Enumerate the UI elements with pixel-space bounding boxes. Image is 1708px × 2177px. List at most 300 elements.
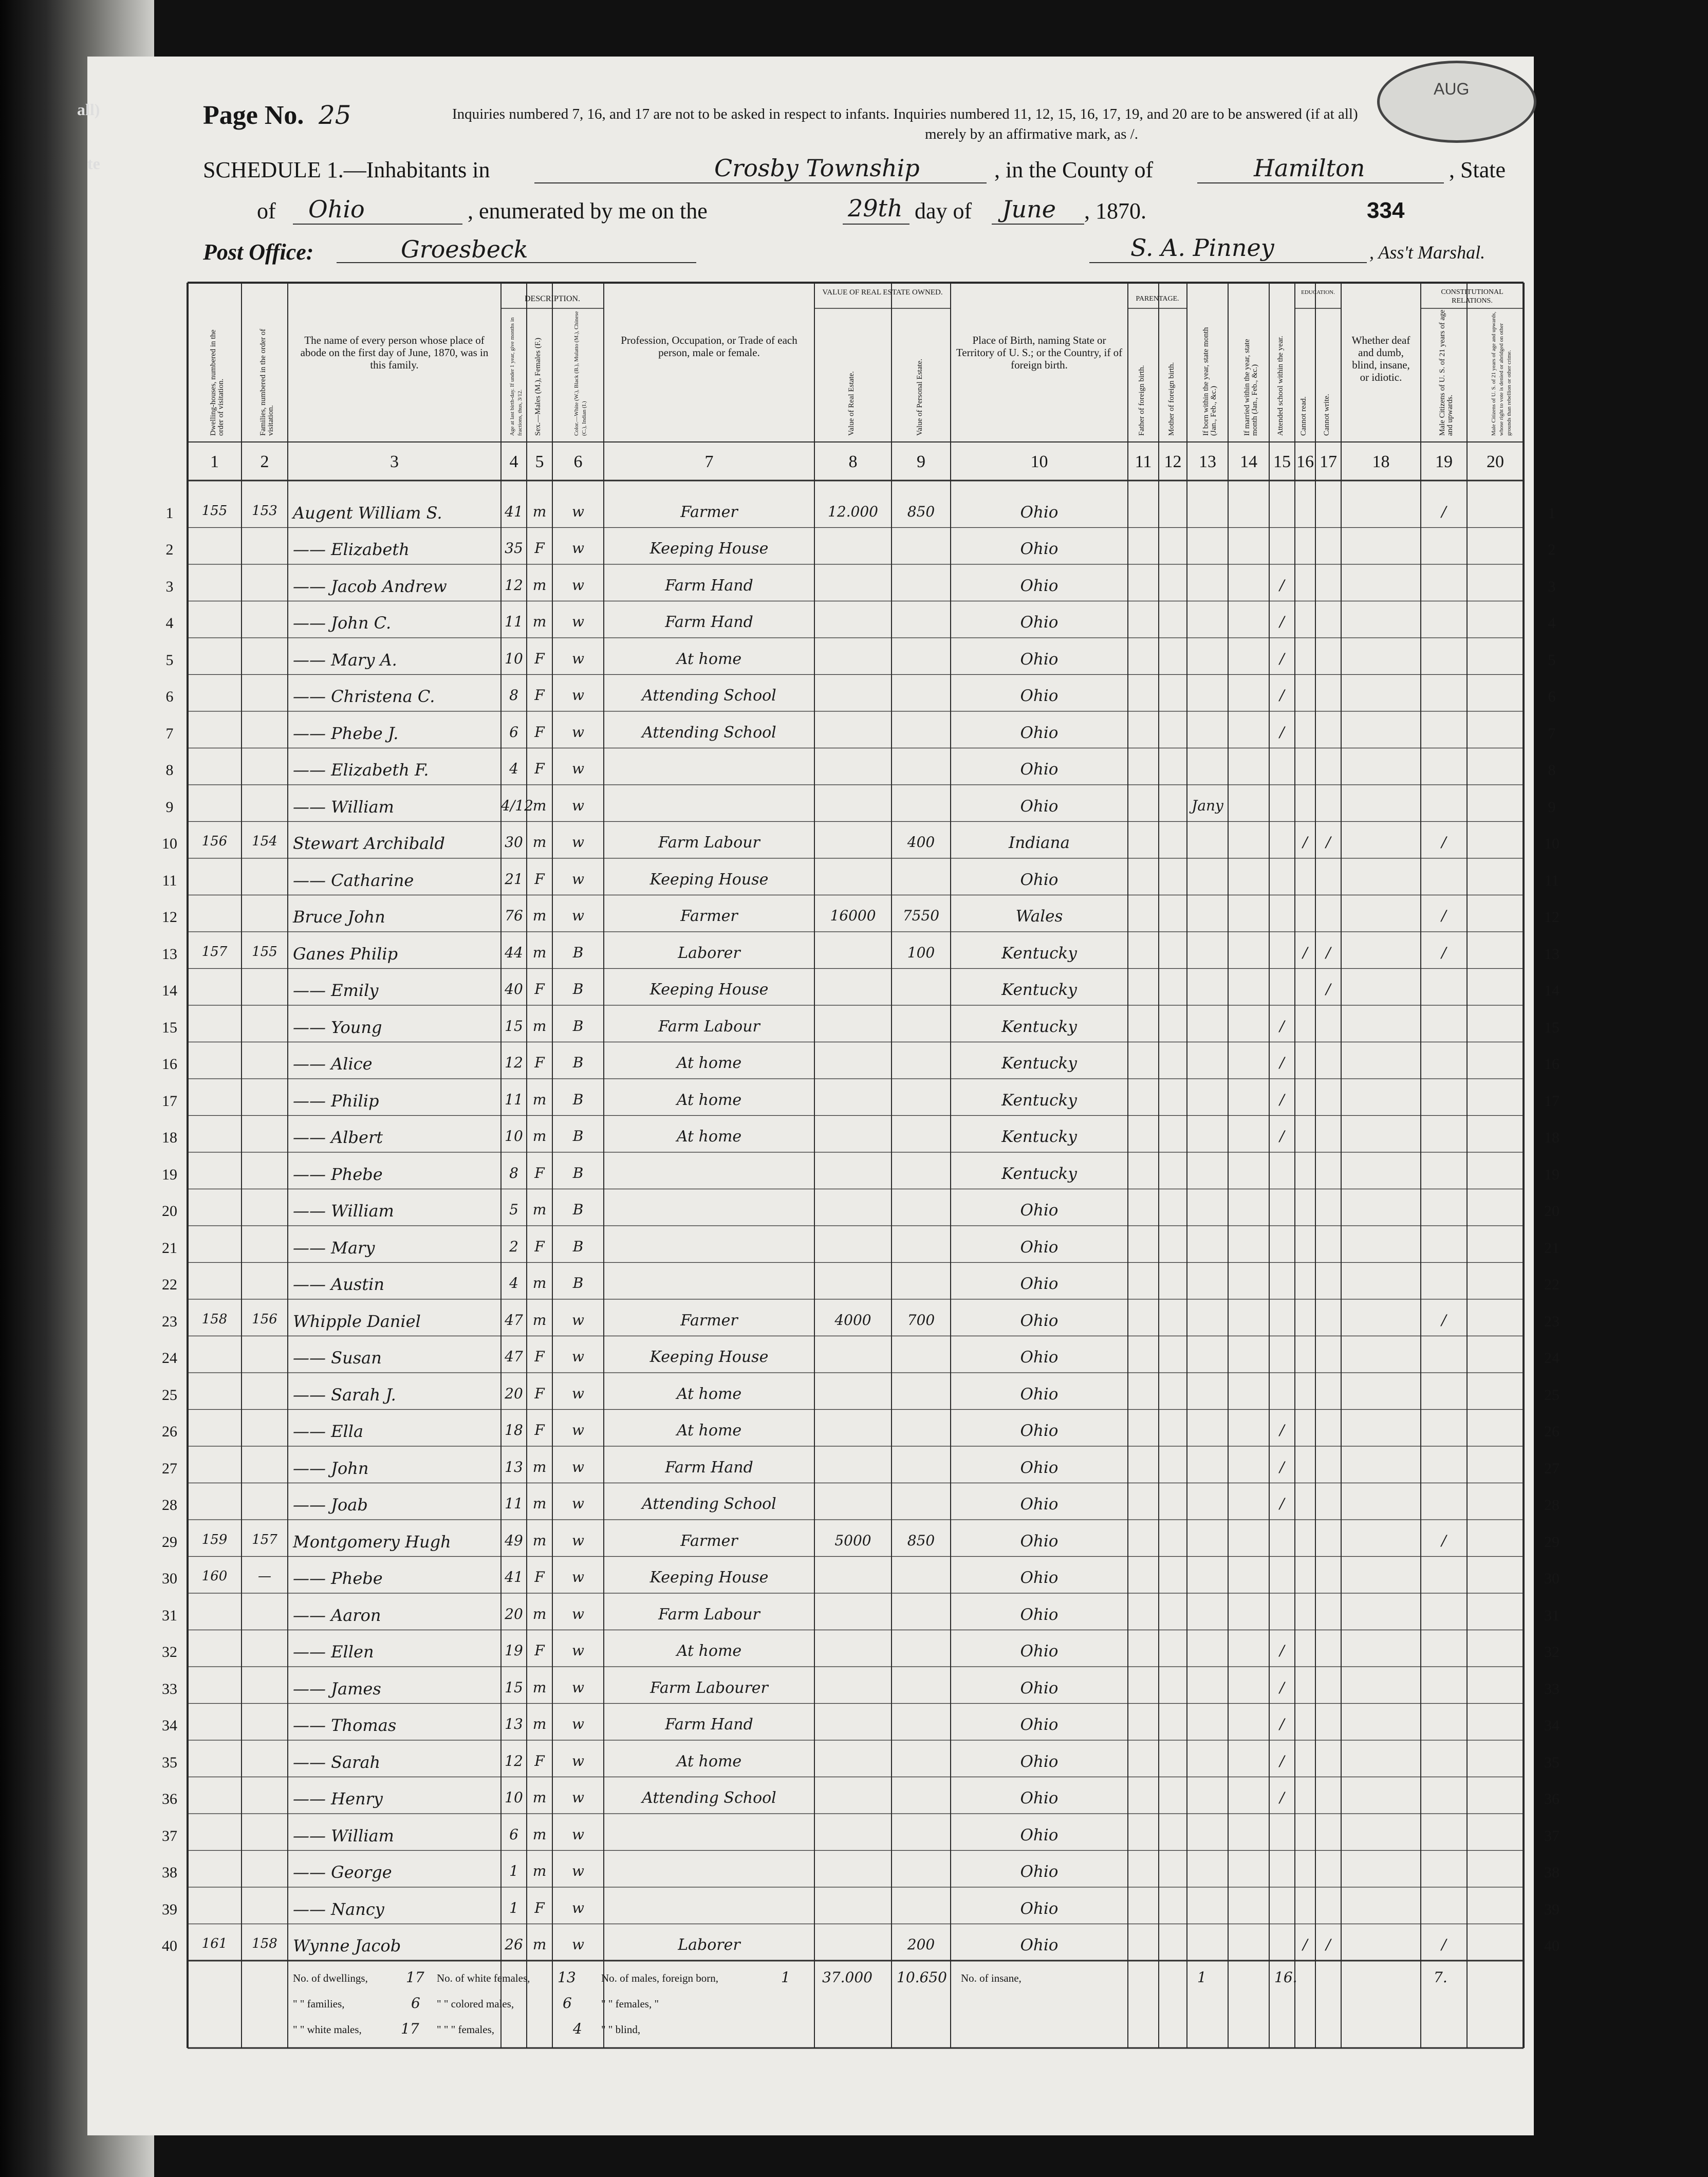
line-number-right: 11 (1544, 872, 1560, 889)
family-number: 156 (252, 1311, 277, 1327)
line-number-right: 39 (1544, 1901, 1560, 1918)
line-number-left: 30 (162, 1570, 177, 1587)
line-number-right: 18 (1544, 1129, 1560, 1146)
male-citizen-21: / (1441, 1532, 1446, 1549)
age: 10 (505, 650, 523, 667)
line-number-left: 22 (162, 1276, 177, 1293)
attended-school: / (1279, 1091, 1285, 1108)
post-office-value: Groesbeck (401, 235, 528, 263)
color: B (572, 1275, 584, 1292)
color: w (572, 834, 584, 851)
line-number-left: 27 (162, 1460, 177, 1477)
group-header-parentage: PARENTAGE. (1136, 295, 1179, 303)
age: 13 (505, 1715, 523, 1732)
age: 35 (505, 540, 523, 557)
line-number-left: 15 (162, 1019, 177, 1036)
attended-school: / (1279, 1458, 1285, 1475)
sex: m (532, 1017, 547, 1035)
attended-school: / (1279, 1789, 1285, 1806)
county-value: Hamilton (1254, 154, 1365, 182)
line-number-left: 3 (165, 578, 174, 595)
cannot-write: / (1326, 1936, 1331, 1953)
line-number-right: 10 (1544, 835, 1560, 852)
line-number-right: 1 (1548, 504, 1556, 522)
footer-white-males-count: 17 (401, 2020, 419, 2037)
sex: F (534, 1164, 545, 1182)
attended-school: / (1279, 1128, 1285, 1145)
color: w (572, 1385, 584, 1402)
line-number-left: 18 (162, 1129, 177, 1146)
birthplace: Ohio (1020, 723, 1059, 742)
color: w (572, 613, 584, 630)
color: w (572, 760, 584, 777)
age: 8 (509, 1164, 518, 1182)
person-name: —— John C. (293, 613, 392, 633)
person-name: —— James (293, 1678, 381, 1699)
birthplace: Ohio (1020, 1642, 1059, 1661)
age: 10 (505, 1789, 523, 1806)
birthplace: Kentucky (1001, 1164, 1077, 1183)
color: w (572, 1311, 584, 1329)
person-name: —— Mary A. (293, 650, 397, 670)
sex: m (532, 1495, 547, 1512)
cannot-read: / (1303, 834, 1308, 851)
sex: F (534, 1238, 545, 1255)
sex: F (534, 650, 545, 667)
line-number-left: 40 (162, 1938, 177, 1954)
year-label: , 1870. (1084, 198, 1146, 224)
sex: m (532, 503, 547, 520)
birthplace: Ohio (1020, 1936, 1059, 1954)
line-number-left: 16 (162, 1056, 177, 1073)
instructions-line-1: Inquiries numbered 7, 16, and 17 are not to be asked in respect to infants. Inquiries numbered 11, 12, 15, 16, 17, 19, and 20 are to be answered (if at all) (452, 106, 1358, 122)
birthplace: Ohio (1020, 687, 1059, 705)
line-number-right: 35 (1544, 1754, 1560, 1771)
sex: m (532, 1311, 547, 1329)
color: w (572, 1936, 584, 1953)
line-number-right: 33 (1544, 1680, 1560, 1698)
line-number-left: 38 (162, 1864, 177, 1881)
footer-colored-males-count: 6 (563, 1995, 572, 2012)
line-number-left: 37 (162, 1827, 177, 1844)
person-name: —— William (293, 797, 394, 817)
personal-estate-value: 400 (907, 834, 935, 851)
marshal-label: , Ass't Marshal. (1369, 242, 1486, 263)
occupation: Laborer (678, 1936, 740, 1954)
post-office-label: Post Office: (203, 239, 314, 265)
sex: F (534, 1752, 545, 1769)
column-number: 4 (509, 452, 518, 471)
occupation: Farm Labourer (650, 1678, 768, 1697)
birthplace: Ohio (1020, 1752, 1059, 1771)
birthplace: Wales (1015, 907, 1063, 926)
color: w (572, 723, 584, 741)
attended-school: / (1279, 1422, 1285, 1438)
age: 18 (505, 1422, 523, 1438)
attended-school: / (1279, 650, 1285, 667)
sex: m (532, 1789, 547, 1806)
occupation: Farm Labour (658, 1605, 760, 1623)
color: B (572, 1091, 584, 1108)
family-number: 157 (252, 1532, 277, 1547)
age: 4 (509, 760, 518, 777)
birthplace: Ohio (1020, 1678, 1059, 1698)
birthplace: Ohio (1020, 797, 1059, 816)
footer-citizens-total: 7. (1434, 1969, 1447, 1986)
footer-families-label: " " families, (293, 1998, 345, 2010)
line-number-left: 7 (165, 725, 174, 742)
occupation: Farm Hand (665, 613, 753, 631)
person-name: —— Henry (293, 1789, 383, 1809)
color: w (572, 540, 584, 557)
occupation: At home (676, 1752, 742, 1770)
attended-school: / (1279, 1642, 1285, 1659)
column-number: 19 (1435, 452, 1453, 471)
color: w (572, 1862, 584, 1879)
line-number-right: 27 (1544, 1460, 1560, 1477)
occupation: Keeping House (649, 540, 769, 558)
age: 6 (509, 723, 518, 741)
birthplace: Ohio (1020, 1899, 1059, 1918)
footer-dwellings-count: 17 (406, 1969, 424, 1986)
line-number-right: 31 (1544, 1607, 1560, 1624)
age: 21 (505, 870, 523, 888)
line-number-right: 34 (1544, 1717, 1560, 1734)
footer-colored-males-label: " " colored males, (437, 1998, 514, 2010)
footer-males-foreign-count: 1 (781, 1969, 790, 1986)
sex: m (532, 797, 547, 814)
birthplace: Ohio (1020, 1238, 1059, 1257)
line-number-right: 25 (1544, 1386, 1560, 1404)
line-number-left: 24 (162, 1350, 177, 1367)
birthplace: Ohio (1020, 1385, 1059, 1404)
column-number: 6 (573, 452, 583, 471)
line-number-right: 37 (1544, 1827, 1560, 1844)
line-number-left: 26 (162, 1423, 177, 1440)
column-header-c6: Color.—White (W.), Black (B.), Mulatto (M.), Chinese (C.), Indian (I.) (573, 311, 587, 436)
footer-white-females-label: No. of white females, (437, 1972, 530, 1984)
line-number-left: 20 (162, 1203, 177, 1220)
column-number: 1 (210, 452, 219, 471)
column-number: 20 (1487, 452, 1504, 471)
column-header-c14: If married within the year, state month (Jan., Feb., &c.) (1243, 339, 1259, 436)
person-name: —— Susan (293, 1348, 382, 1368)
line-number-right: 22 (1544, 1276, 1560, 1293)
age: 11 (505, 1091, 523, 1108)
column-header-c8: Value of Real Estate. (847, 371, 856, 436)
birthplace: Kentucky (1001, 1091, 1077, 1110)
age: 1 (509, 1862, 518, 1879)
age: 49 (505, 1532, 523, 1549)
group-header-value: VALUE OF REAL ESTATE OWNED. (822, 288, 943, 297)
sex: F (534, 687, 545, 704)
birthplace: Ohio (1020, 1422, 1059, 1440)
age: 4/12 (501, 797, 533, 814)
age: 1 (509, 1899, 518, 1916)
page-label: Page No. (203, 101, 304, 130)
line-number-right: 21 (1544, 1239, 1560, 1257)
color: w (572, 687, 584, 704)
age: 2 (509, 1238, 518, 1255)
line-number-left: 25 (162, 1386, 177, 1404)
person-name: —— Christena C. (293, 687, 435, 706)
sex: F (534, 1899, 545, 1916)
person-name: —— Jacob Andrew (293, 576, 447, 596)
group-header-constitutional: CONSTITUTIONAL RELATIONS. (1441, 288, 1503, 305)
dwelling-number: 157 (201, 944, 228, 960)
line-number-right: 9 (1548, 798, 1556, 816)
sex: F (534, 981, 545, 998)
color: w (572, 1348, 584, 1365)
age: 30 (505, 834, 523, 851)
age: 26 (505, 1936, 523, 1953)
person-name: —— Ellen (293, 1642, 374, 1662)
birthplace: Ohio (1020, 1569, 1059, 1587)
person-name: Montgomery Hugh (293, 1532, 451, 1552)
line-number-right: 7 (1548, 725, 1556, 742)
column-number: 8 (848, 452, 858, 471)
real-estate-value: 4000 (834, 1311, 871, 1329)
column-header-c9: Value of Personal Estate. (915, 359, 924, 436)
sex: m (532, 1862, 547, 1879)
line-number-left: 29 (162, 1533, 177, 1551)
person-name: —— Mary (293, 1238, 375, 1258)
age: 44 (505, 944, 523, 961)
age: 15 (505, 1678, 523, 1696)
column-header-c7: Profession, Occupation, or Trade of each person, male or female. (621, 334, 797, 359)
line-number-right: 30 (1544, 1570, 1560, 1587)
line-number-right: 20 (1544, 1203, 1560, 1220)
line-number-right: 16 (1544, 1056, 1560, 1073)
group-header-education: EDUCATION. (1301, 289, 1335, 296)
sex: m (532, 944, 547, 961)
birthplace: Ohio (1020, 760, 1059, 779)
line-number-left: 23 (162, 1313, 177, 1330)
footer-colored-females-label: " " " females, (437, 2023, 495, 2036)
age: 20 (505, 1385, 523, 1402)
person-name: —— Aaron (293, 1605, 381, 1625)
occupation: Farmer (680, 1311, 738, 1330)
color: w (572, 503, 584, 520)
column-header-c16: Cannot read. (1299, 396, 1308, 436)
person-name: —— Ella (293, 1422, 364, 1441)
color: w (572, 907, 584, 924)
line-number-left: 1 (165, 504, 174, 522)
color: w (572, 1569, 584, 1585)
birthplace: Ohio (1020, 870, 1059, 889)
occupation: Farm Labour (658, 1017, 760, 1036)
edge-word-2: te (87, 154, 100, 173)
birthplace: Ohio (1020, 1789, 1059, 1807)
line-number-left: 10 (162, 835, 177, 852)
birthplace: Ohio (1020, 650, 1059, 669)
sex: m (532, 907, 547, 924)
occupation: Farm Hand (665, 1458, 753, 1477)
line-number-left: 21 (162, 1239, 177, 1257)
color: B (572, 1054, 584, 1071)
line-number-right: 3 (1548, 578, 1556, 595)
occupation: At home (676, 1642, 742, 1660)
occupation: Keeping House (649, 981, 769, 999)
cannot-read: / (1303, 944, 1308, 961)
attended-school: / (1279, 1678, 1285, 1696)
sex: m (532, 1091, 547, 1108)
group-header-description: DESCRIPTION. (524, 294, 580, 303)
age: 47 (505, 1311, 523, 1329)
color: B (572, 1201, 584, 1218)
birthplace: Ohio (1020, 1825, 1059, 1844)
male-citizen-21: / (1441, 944, 1446, 961)
enumerated-label: , enumerated by me on the (468, 198, 708, 224)
column-number: 5 (535, 452, 544, 471)
color: w (572, 1422, 584, 1438)
line-number-left: 19 (162, 1166, 177, 1183)
sex: m (532, 1458, 547, 1475)
age: 41 (505, 503, 523, 520)
attended-school: / (1279, 1495, 1285, 1512)
male-citizen-21: / (1441, 907, 1446, 924)
occupation: Keeping House (649, 1569, 769, 1586)
occupation: At home (676, 1422, 742, 1440)
column-header-c11: Father of foreign birth. (1138, 365, 1146, 436)
column-number: 7 (704, 452, 714, 471)
person-name: —— Elizabeth F. (293, 760, 429, 780)
person-name: —— John (293, 1458, 369, 1478)
line-number-right: 5 (1548, 651, 1556, 669)
birthplace: Ohio (1020, 1201, 1059, 1220)
male-citizen-21: / (1441, 834, 1446, 851)
line-number-right: 4 (1548, 615, 1556, 632)
age: 40 (505, 981, 523, 998)
column-header-c20: Male Citizens of U. S. of 21 years of age and upwards, whose right to vote is denied or abridged on other grounds than rebellion or other crime. (1491, 311, 1512, 436)
line-number-right: 28 (1544, 1497, 1560, 1514)
person-name: —— Nancy (293, 1899, 384, 1919)
birthplace: Ohio (1020, 1862, 1059, 1881)
person-name: —— Sarah (293, 1752, 381, 1772)
instructions-line-2: merely by an affirmative mark, as /. (925, 126, 1138, 142)
occupation: At home (676, 1091, 742, 1109)
person-name: —— Alice (293, 1054, 373, 1074)
sex: F (534, 1642, 545, 1659)
column-header-c12: Mother of foreign birth. (1167, 362, 1176, 436)
footer-real-estate-total: 37.000 (822, 1969, 872, 1986)
occupation: Attending School (642, 1789, 776, 1807)
color: w (572, 576, 584, 594)
age: 4 (509, 1275, 518, 1292)
color: B (572, 981, 584, 998)
column-header-c15: Attended school within the year. (1276, 336, 1285, 436)
attended-school: / (1279, 1054, 1285, 1071)
person-name: Bruce John (293, 907, 385, 927)
person-name: —— Albert (293, 1128, 383, 1147)
county-label: , in the County of (994, 157, 1154, 182)
occupation: Keeping House (649, 1348, 769, 1366)
color: w (572, 1899, 584, 1916)
sex: F (534, 723, 545, 741)
sex: m (532, 1128, 547, 1145)
color: w (572, 1715, 584, 1732)
column-header-c19: Male Citizens of U. S. of 21 years of age and upwards. (1438, 309, 1454, 436)
occupation: Attending School (642, 687, 776, 705)
occupation: At home (676, 1054, 742, 1072)
line-number-left: 14 (162, 982, 177, 999)
column-header-c2: Families, numbered in the order of visitation. (259, 328, 275, 436)
sex: m (532, 1936, 547, 1953)
edge-word-1: all) (77, 100, 100, 119)
line-number-right: 38 (1544, 1864, 1560, 1881)
sex: m (532, 1715, 547, 1732)
occupation: Keeping House (649, 870, 769, 889)
of-label: of (257, 198, 276, 224)
color: w (572, 1752, 584, 1769)
family-number: — (258, 1569, 271, 1584)
dwelling-number: 158 (201, 1311, 228, 1327)
birthplace: Indiana (1009, 834, 1070, 852)
line-number-left: 35 (162, 1754, 177, 1771)
age: 19 (505, 1642, 523, 1659)
line-number-right: 17 (1544, 1092, 1560, 1110)
person-name: —— George (293, 1862, 392, 1882)
age: 47 (505, 1348, 523, 1365)
color: w (572, 650, 584, 667)
birthplace: Ohio (1020, 613, 1059, 632)
person-name: —— Joab (293, 1495, 368, 1515)
occupation: Farmer (680, 907, 738, 925)
column-header-c1: Dwelling-houses, numbered in the order of visitation. (209, 329, 225, 436)
sex: m (532, 834, 547, 851)
footer-colored-females-count: 4 (573, 2020, 582, 2037)
birthplace: Ohio (1020, 1605, 1059, 1624)
birthplace: Ohio (1020, 1715, 1059, 1734)
color: w (572, 797, 584, 814)
column-number: 17 (1320, 452, 1337, 471)
personal-estate-value: 100 (907, 944, 935, 961)
column-header-c3: The name of every person whose place of abode on the first day of June, 1870, was in this family. (300, 334, 489, 371)
line-number-right: 26 (1544, 1423, 1560, 1440)
sex: m (532, 576, 547, 594)
sex: m (532, 1605, 547, 1622)
column-number: 3 (390, 452, 399, 471)
footer-white-males-label: " " white males, (293, 2023, 362, 2036)
birthplace: Ohio (1020, 540, 1059, 558)
column-number: 18 (1372, 452, 1390, 471)
occupation: Farm Hand (665, 576, 753, 595)
occupation: Attending School (642, 1495, 776, 1513)
color: w (572, 1678, 584, 1696)
color: B (572, 1128, 584, 1145)
dwelling-number: 155 (201, 503, 228, 519)
cannot-read: / (1303, 1936, 1308, 1953)
line-number-right: 13 (1544, 945, 1560, 963)
attended-school: / (1279, 1017, 1285, 1035)
footer-insane-label: No. of insane, (961, 1972, 1022, 1984)
column-number: 16 (1296, 452, 1314, 471)
line-number-right: 24 (1544, 1350, 1560, 1367)
line-number-left: 36 (162, 1791, 177, 1807)
line-number-left: 2 (165, 541, 174, 558)
color: B (572, 1238, 584, 1255)
footer-females-foreign-label: " " females, " (601, 1998, 659, 2010)
sex: m (532, 1275, 547, 1292)
person-name: —— Philip (293, 1091, 379, 1111)
line-number-right: 36 (1544, 1791, 1560, 1807)
column-header-c5: Sex.—Males (M.), Females (F.) (534, 338, 542, 436)
age: 15 (505, 1017, 523, 1035)
dwelling-number: 156 (201, 834, 228, 849)
personal-estate-value: 7550 (902, 907, 940, 924)
color: w (572, 870, 584, 888)
birthplace: Ohio (1020, 1275, 1059, 1293)
